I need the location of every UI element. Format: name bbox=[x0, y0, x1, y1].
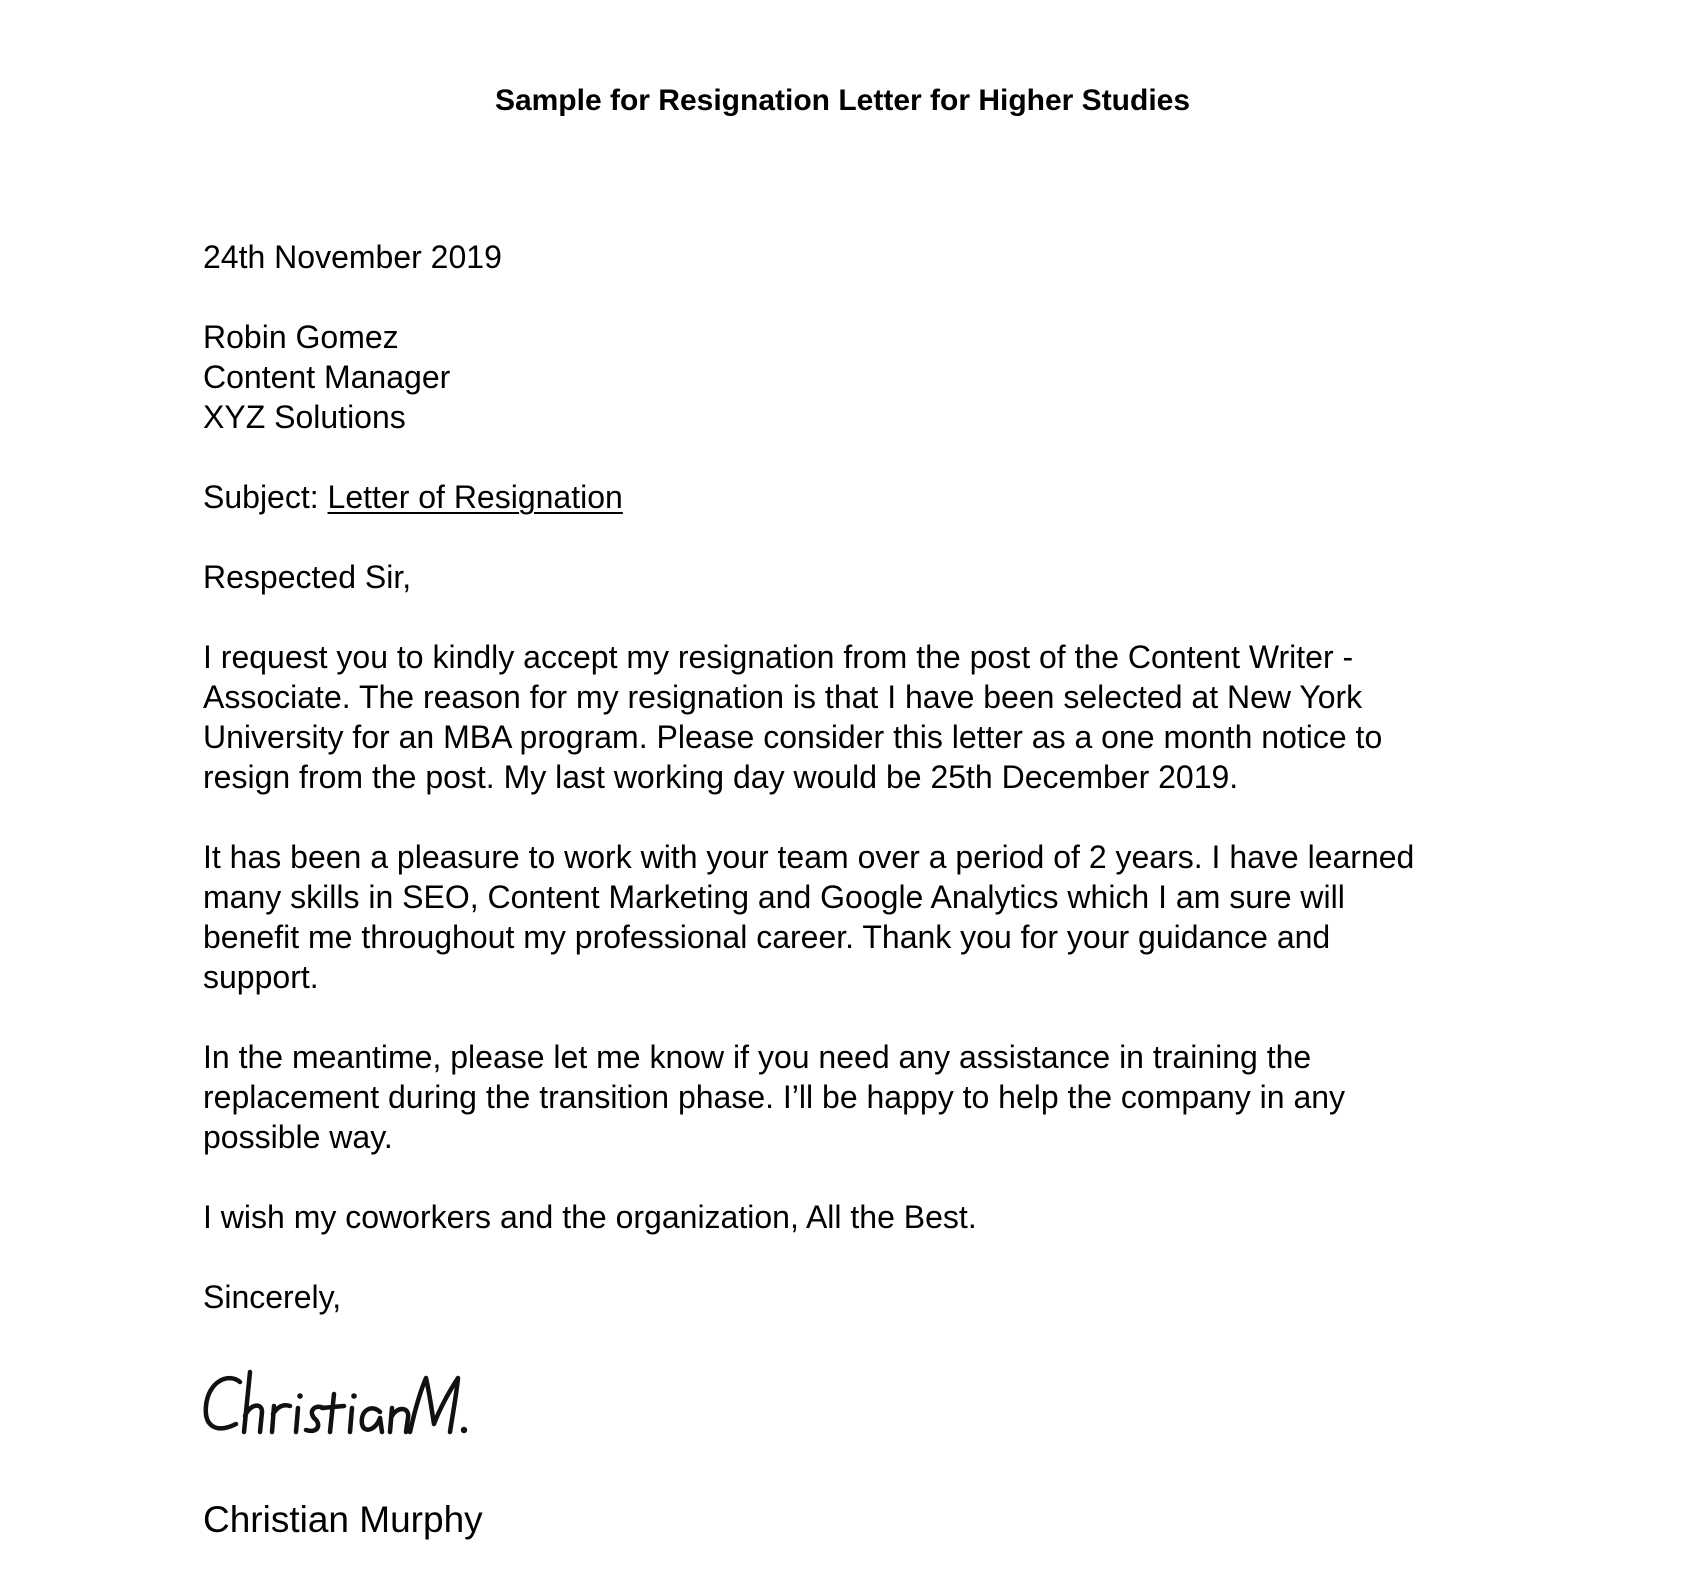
subject-prefix: Subject: bbox=[203, 479, 328, 515]
document-title: Sample for Resignation Letter for Higher Studies bbox=[494, 84, 1191, 117]
paragraph-line: benefit me throughout my professional career. Thank you for your guidance and bbox=[203, 919, 1331, 955]
letter-date: 24th November 2019 bbox=[203, 239, 502, 275]
subject-value: Letter of Resignation bbox=[327, 479, 623, 515]
paragraph-transition-offer bbox=[203, 1037, 1533, 1157]
paragraph-line: replacement during the transition phase. I’ll be happy to help the company in any bbox=[203, 1079, 1346, 1115]
subject-line bbox=[203, 477, 1533, 517]
recipient-company: XYZ Solutions bbox=[203, 399, 406, 435]
signer-name: Christian Murphy bbox=[203, 1499, 483, 1540]
paragraph-resignation-request bbox=[203, 637, 1533, 797]
closing: Sincerely, bbox=[203, 1279, 342, 1315]
paragraph-line: It has been a pleasure to work with your team over a period of 2 years. I have learned bbox=[203, 839, 1415, 875]
paragraph-line: possible way. bbox=[203, 1119, 393, 1155]
paragraph-best-wishes bbox=[203, 1197, 1533, 1237]
paragraph-line: support. bbox=[203, 959, 319, 995]
handwritten-signature bbox=[200, 1368, 500, 1458]
salutation: Respected Sir, bbox=[203, 559, 412, 595]
recipient-name: Robin Gomez bbox=[203, 319, 399, 355]
recipient-block bbox=[203, 317, 1533, 437]
paragraph-line: Associate. The reason for my resignation is that I have been selected at New York bbox=[203, 679, 1363, 715]
paragraph-line: In the meantime, please let me know if you need any assistance in training the bbox=[203, 1039, 1312, 1075]
recipient-title: Content Manager bbox=[203, 359, 451, 395]
paragraph-line: I wish my coworkers and the organization, All the Best. bbox=[203, 1199, 977, 1235]
paragraph-line: resign from the post. My last working day would be 25th December 2019. bbox=[203, 759, 1239, 795]
paragraph-line: I request you to kindly accept my resignation from the post of the Content Writer - bbox=[203, 639, 1354, 675]
paragraph-line: University for an MBA program. Please consider this letter as a one month notice to bbox=[203, 719, 1383, 755]
paragraph-line: many skills in SEO, Content Marketing and Google Analytics which I am sure will bbox=[203, 879, 1345, 915]
paragraph-gratitude bbox=[203, 837, 1533, 997]
